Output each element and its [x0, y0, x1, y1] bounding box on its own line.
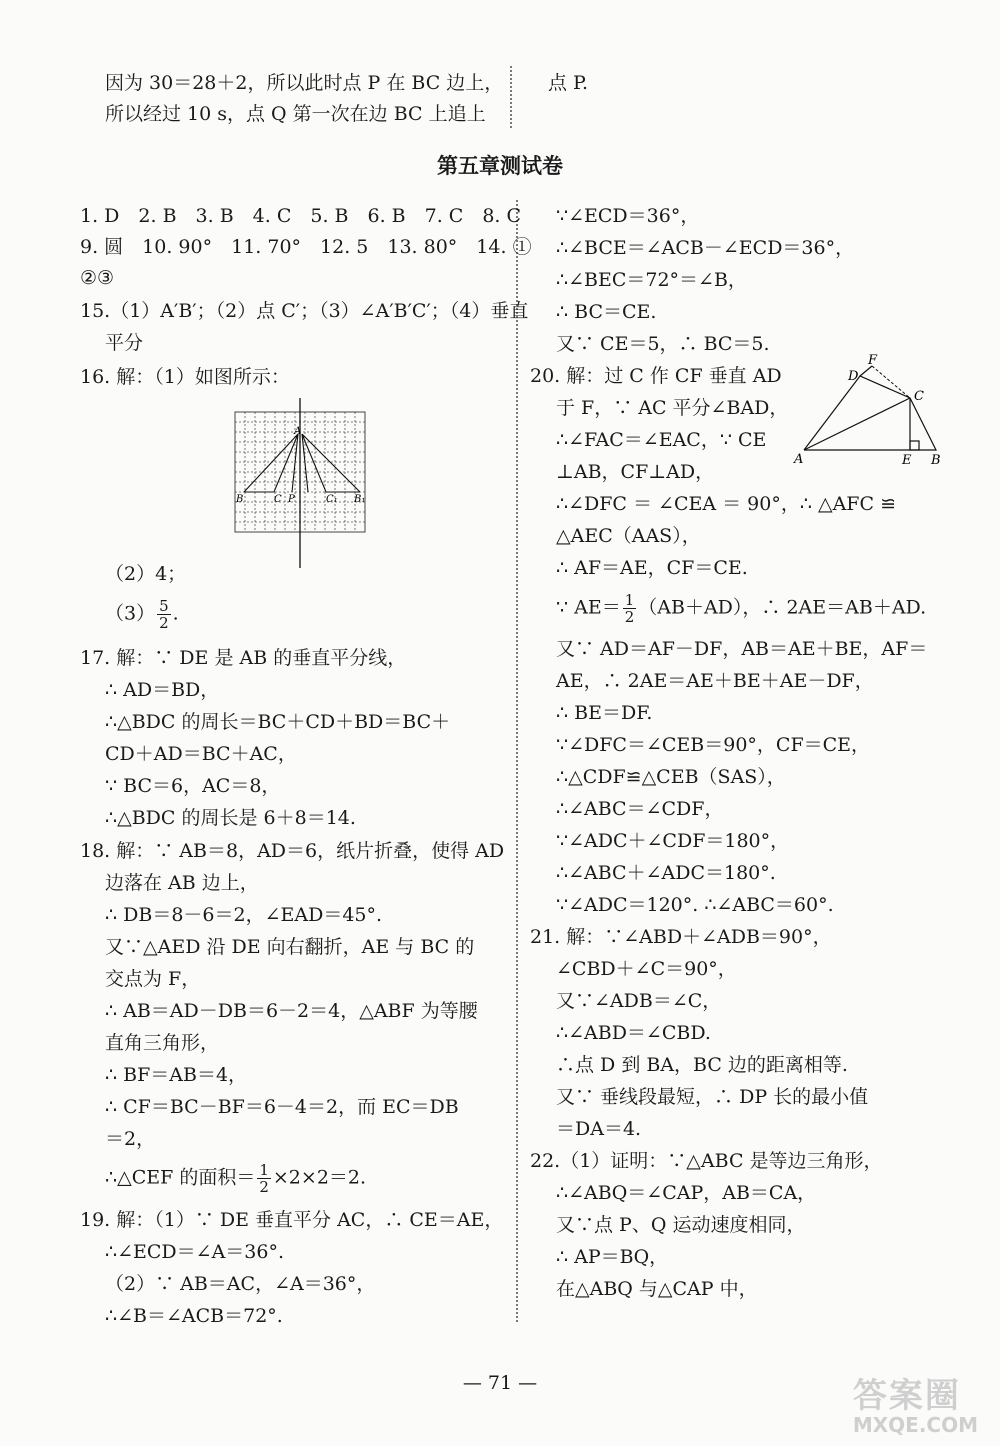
answer-21-line-1: 21. 解：∵∠ABD＋∠ADB＝90°，	[530, 926, 832, 948]
answer-20-line-4: ⊥AB，CF⊥AD，	[556, 461, 715, 483]
answer-18-line-8: ∴ BF＝AB＝4，	[105, 1064, 248, 1086]
page-number: — 71 —	[462, 1372, 538, 1394]
answer-22-line-2: ∴∠ABQ＝∠CAP，AB＝CA，	[556, 1182, 817, 1204]
answer-19-cont-3: ∴∠BEC＝72°＝∠B，	[556, 269, 747, 291]
answer-15-cont: 平分	[105, 332, 144, 354]
answer-16-2: （2）4；	[105, 563, 187, 585]
answer-19-line-2: ∴∠ECD＝∠A＝36°.	[105, 1241, 285, 1263]
fraction-1-2	[257, 1162, 271, 1195]
fig16-label-p: P	[288, 494, 295, 505]
top-left-line-2: 所以经过 10 s，点 Q 第一次在边 BC 上追上	[105, 103, 486, 125]
answers-9-14: 9. 圆 10. 90° 11. 70° 12. 5 13. 80° 14. ①	[80, 236, 532, 258]
answer-19-line-1: 19. 解：（1）∵ DE 垂直平分 AC，∴ CE＝AE，	[80, 1209, 504, 1231]
fig20-label-f: F	[868, 353, 878, 368]
fraction-5-2	[157, 598, 171, 631]
fig16-label-b: B	[236, 494, 244, 505]
fraction-numerator: 1	[624, 591, 635, 609]
answer-22-line-5: 在△ABQ 与△CAP 中，	[556, 1278, 758, 1300]
figure-16-grid	[228, 398, 378, 570]
fig20-label-d: D	[848, 369, 859, 384]
fig16-label-c1: C₁	[326, 494, 338, 505]
answer-22-line-1: 22.（1）证明：∵△ABC 是等边三角形，	[530, 1150, 883, 1172]
watermark-domain: MXQE.COM	[852, 1413, 978, 1437]
answer-21-line-4: ∴∠ABD＝∠CBD.	[556, 1022, 711, 1044]
fig20-label-b: B	[931, 453, 941, 468]
fraction-denominator: 2	[159, 614, 169, 632]
answer-16-3-suffix: .	[172, 602, 179, 625]
answer-20-line-1: 20. 解：过 C 作 CF 垂直 AD	[530, 365, 782, 387]
answer-16-3-prefix: （3）	[105, 602, 156, 625]
answer-19-line-4: ∴∠B＝∠ACB＝72°.	[105, 1305, 283, 1327]
answer-21-line-3: 又∵∠ADB＝∠C，	[556, 990, 722, 1012]
answer-20-line-11: ∴ BE＝DF.	[556, 702, 653, 724]
answer-18-line-3: ∴ DB＝8－6＝2，∠EAD＝45°.	[105, 904, 383, 926]
answer-17-line-3: ∴△BDC 的周长＝BC＋CD＋BD＝BC＋	[105, 711, 451, 733]
answer-20-line-16: ∴∠ABC＋∠ADC＝180°.	[556, 862, 776, 884]
answer-21-line-5: ∴点 D 到 BA，BC 边的距离相等.	[556, 1054, 848, 1076]
answer-20-line-12: ∵∠DFC＝∠CEB＝90°，CF＝CE，	[556, 734, 871, 756]
answer-20-line-8	[556, 592, 926, 625]
answer-19-cont-4: ∴ BC＝CE.	[556, 301, 657, 323]
answer-20-line-5: ∴∠DFC ＝ ∠CEA ＝ 90°，∴ △AFC ≌	[556, 493, 896, 515]
figure-20-quadrilateral	[790, 350, 955, 475]
column-divider	[516, 200, 518, 1322]
fig16-label-c: C	[274, 494, 282, 505]
watermark-logo	[853, 1378, 978, 1436]
answer-20-line-10: AE，∴ 2AE＝AE＋BE＋AE－DF，	[556, 670, 874, 692]
fraction-numerator: 1	[259, 1161, 269, 1179]
fraction-denominator: 2	[624, 608, 635, 626]
answer-18-line-11	[105, 1162, 366, 1195]
fig16-label-b1: B₁	[354, 494, 366, 505]
answer-20-ae-prefix: ∵ AE＝	[556, 596, 621, 619]
answer-20-line-9: 又∵ AD＝AF－DF，AB＝AE＋BE，AF＝	[556, 638, 928, 660]
fig20-label-e: E	[902, 453, 912, 468]
answer-18-area-prefix: ∴△CEF 的面积＝	[105, 1166, 256, 1189]
answer-20-line-7: ∴ AF＝AE，CF＝CE.	[556, 557, 748, 579]
answer-16-head: 16. 解：（1）如图所示：	[80, 366, 290, 388]
answer-18-line-7: 直角三角形，	[105, 1032, 220, 1054]
answer-18-line-5: 交点为 F，	[105, 968, 201, 990]
answer-18-line-9: ∴ CF＝BC－BF＝6－4＝2，而 EC＝DB	[105, 1096, 459, 1118]
answer-18-line-2: 边落在 AB 边上，	[105, 872, 259, 894]
answer-19-line-3: （2）∵ AB＝AC，∠A＝36°，	[105, 1273, 376, 1295]
answer-15: 15.（1）A′B′；（2）点 C′；（3）∠A′B′C′；（4）垂直	[80, 300, 529, 322]
answer-17-line-4: CD＋AD＝BC＋AC，	[105, 743, 297, 765]
answer-20-line-3: ∴∠FAC＝∠EAC，∵ CE	[556, 429, 767, 451]
answer-17-line-5: ∵ BC＝6，AC＝8，	[105, 775, 281, 797]
fraction-denominator: 2	[259, 1178, 269, 1196]
answer-19-cont-5: 又∵ CE＝5，∴ BC＝5.	[556, 333, 770, 355]
answer-20-line-13: ∴△CDF≌△CEB（SAS），	[556, 766, 786, 788]
answer-21-line-6: 又∵ 垂线段最短，∴ DP 长的最小值	[556, 1086, 869, 1108]
top-left-line-1: 因为 30＝28＋2，所以此时点 P 在 BC 边上，	[105, 72, 504, 94]
answer-21-line-7: ＝DA＝4.	[556, 1118, 642, 1140]
answer-17-line-1: 17. 解：∵ DE 是 AB 的垂直平分线，	[80, 647, 407, 669]
fig20-label-c: C	[914, 389, 924, 404]
answer-21-line-2: ∠CBD＋∠C＝90°，	[556, 958, 737, 980]
answer-16-3	[105, 598, 179, 631]
top-column-divider	[510, 66, 512, 128]
answers-14-cont: ②③	[80, 267, 115, 289]
answer-22-line-3: 又∵点 P、Q 运动速度相同，	[556, 1214, 806, 1236]
answer-20-ae-suffix: （AB＋AD），∴ 2AE＝AB＋AD.	[638, 596, 927, 619]
answer-19-cont-1: ∵∠ECD＝36°，	[556, 205, 700, 227]
top-right-line: 点 P.	[548, 72, 589, 94]
answer-20-line-2: 于 F，∵ AC 平分∠BAD，	[556, 397, 789, 419]
answer-18-line-10: ＝2，	[105, 1128, 156, 1150]
fraction-numerator: 5	[159, 597, 169, 615]
answers-1-8: 1. D 2. B 3. B 4. C 5. B 6. B 7. C 8. C	[80, 205, 522, 227]
answer-20-line-15: ∵∠ADC＋∠CDF＝180°，	[556, 830, 790, 852]
answer-17-line-2: ∴ AD＝BD，	[105, 679, 220, 701]
answer-19-cont-2: ∴∠BCE＝∠ACB－∠ECD＝36°，	[556, 237, 855, 259]
answer-20-line-17: ∵∠ADC＝120°. ∴∠ABC＝60°.	[556, 894, 834, 916]
watermark-text: 答案圈	[852, 1376, 961, 1416]
fig20-label-a: A	[794, 452, 804, 467]
chapter-title: 第五章测试卷	[437, 154, 563, 178]
answer-18-line-1: 18. 解：∵ AB＝8，AD＝6，纸片折叠，使得 AD	[80, 840, 505, 862]
fraction-1-2-ae	[623, 592, 637, 625]
fig16-label-a: A	[294, 426, 302, 437]
answer-17-line-6: ∴△BDC 的周长是 6＋8＝14.	[105, 807, 356, 829]
answer-18-area-suffix: ×2×2＝2.	[272, 1166, 367, 1189]
answer-18-line-6: ∴ AB＝AD－DB＝6－2＝4，△ABF 为等腰	[105, 1000, 478, 1022]
answer-20-line-6: △AEC（AAS），	[556, 525, 701, 547]
answer-22-line-4: ∴ AP＝BQ，	[556, 1246, 669, 1268]
answer-18-line-4: 又∵△AED 沿 DE 向右翻折，AE 与 BC 的	[105, 936, 475, 958]
answer-20-line-14: ∴∠ABC＝∠CDF，	[556, 798, 724, 820]
